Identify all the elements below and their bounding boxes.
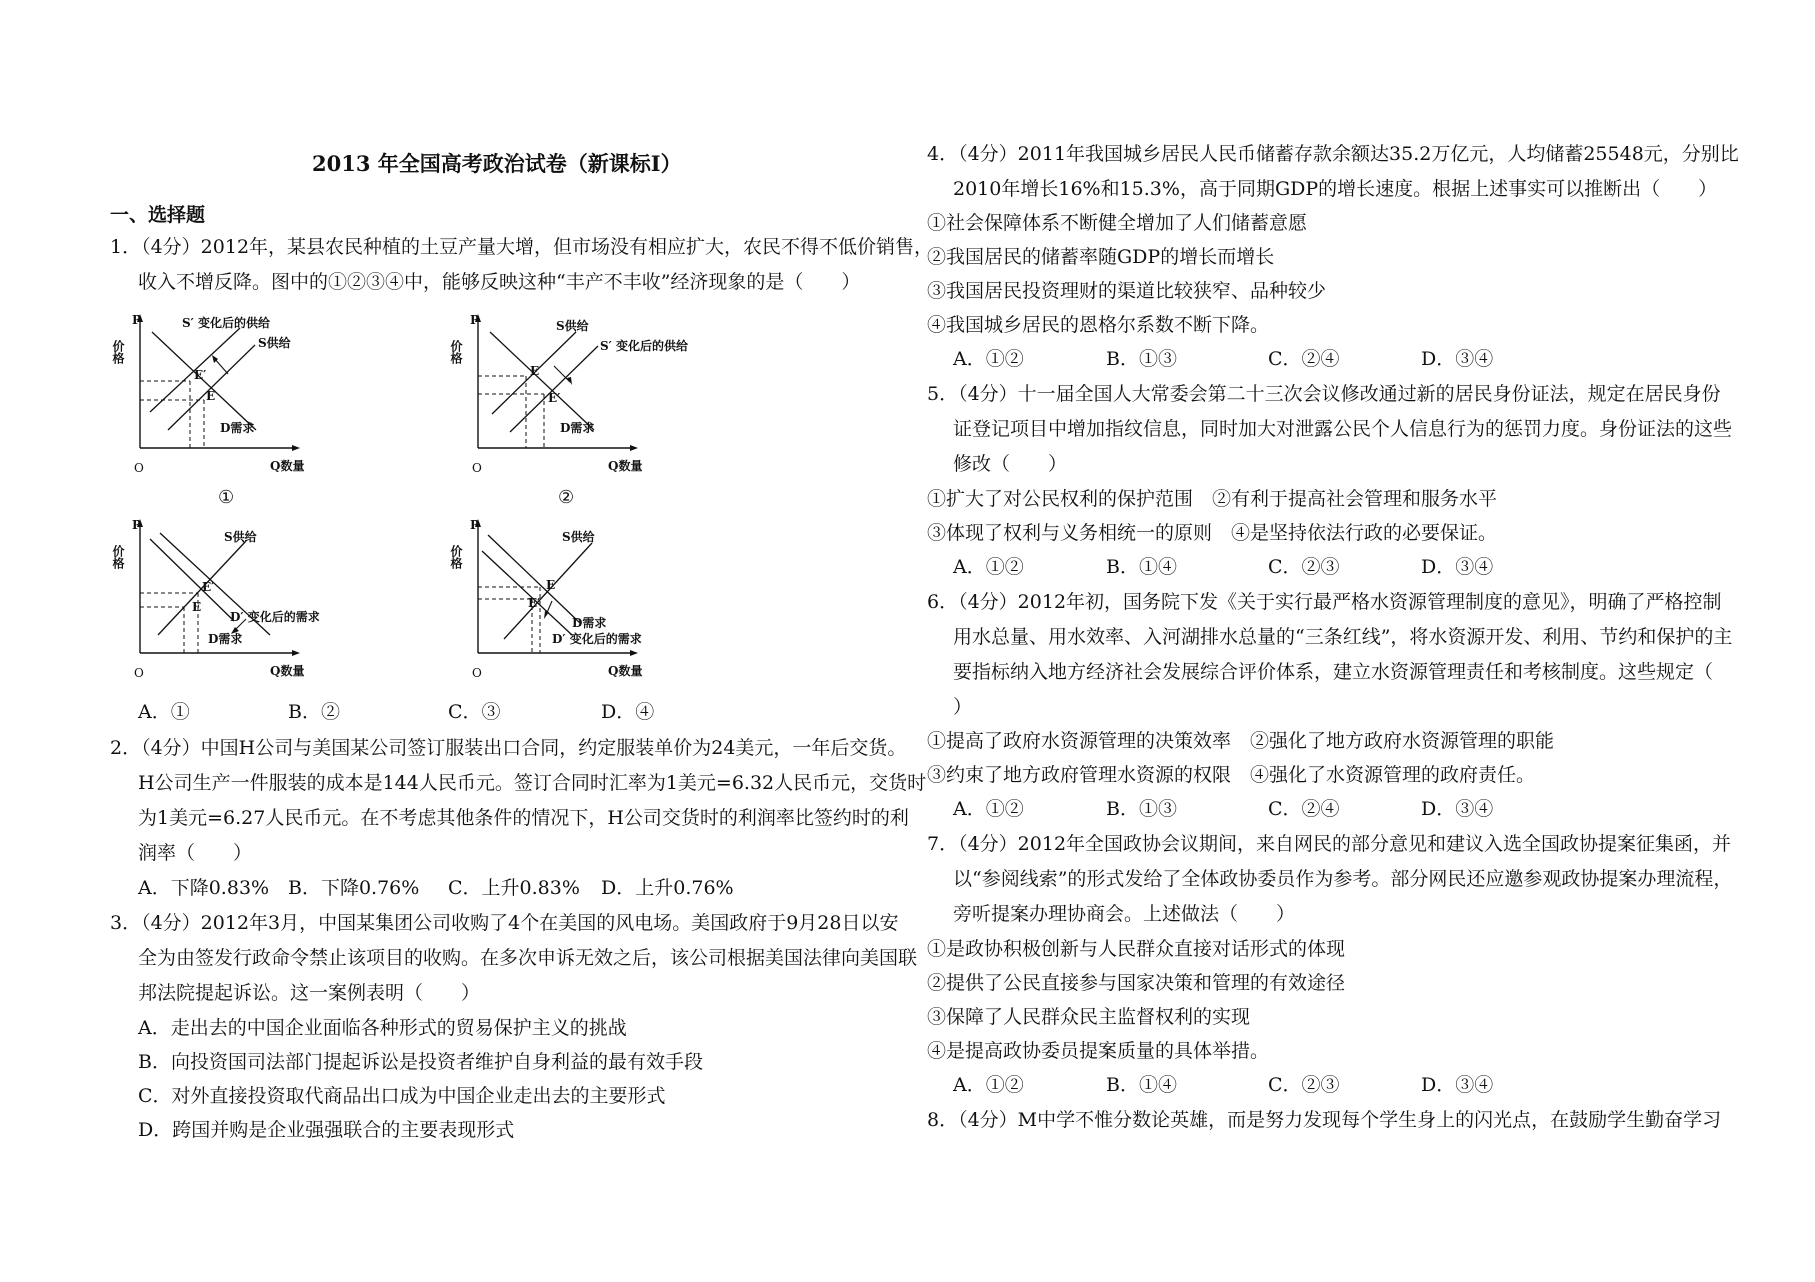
svg-text:P: P [470,518,480,532]
section-heading: 一、选择题 [110,204,206,226]
svg-text:S供给: S供给 [224,530,257,544]
q4-options: A．①② B．①③ C．②④ D．③④ [953,348,1494,370]
svg-text:①: ① [218,487,235,508]
q7-options: A．①② B．①④ C．②③ D．③④ [953,1074,1494,1096]
page-title: 2013 年全国高考政治试卷（新课标I） [312,151,682,176]
svg-text:E: E [206,389,216,403]
svg-text:E′: E′ [202,580,215,594]
svg-text:E′: E′ [194,368,207,382]
svg-text:价格: 价格 [111,340,125,364]
svg-text:E: E [546,578,556,592]
svg-text:Q数量: Q数量 [608,459,643,473]
graph-2 [448,310,768,510]
svg-text:D需求: D需求 [220,421,255,435]
svg-text:②: ② [558,487,575,508]
svg-text:D′ 变化后的需求: D′ 变化后的需求 [230,610,320,624]
svg-text:O: O [134,461,144,475]
svg-text:S供给: S供给 [556,319,589,333]
svg-text:E′: E′ [548,391,561,405]
svg-text:S′ 变化后的供给: S′ 变化后的供给 [600,339,689,353]
svg-text:价格: 价格 [449,545,463,569]
svg-text:O: O [472,461,482,475]
svg-text:Q数量: Q数量 [270,459,305,473]
graph-1 [110,310,430,510]
svg-text:O: O [134,666,144,680]
svg-text:价格: 价格 [111,545,125,569]
svg-text:P: P [470,313,480,327]
svg-text:S供给: S供给 [562,530,595,544]
svg-text:D′ 变化后的需求: D′ 变化后的需求 [552,632,642,646]
svg-text:D需求: D需求 [208,632,243,646]
svg-text:Q数量: Q数量 [270,664,305,678]
svg-text:S′ 变化后的供给: S′ 变化后的供给 [182,316,271,330]
svg-text:E′: E′ [528,596,541,610]
q6-options: A．①② B．①③ C．②④ D．③④ [953,798,1494,820]
graph-4 [448,515,768,690]
graph-3 [110,515,430,690]
svg-text:P: P [132,518,142,532]
svg-text:D需求: D需求 [560,421,595,435]
q5-options: A．①② B．①④ C．②③ D．③④ [953,556,1494,578]
svg-text:价格: 价格 [449,340,463,364]
q2-options: A．下降0.83% B．下降0.76% C．上升0.83% D．上升0.76% [138,877,734,899]
q1-options: A．① B．② C．③ D．④ [138,701,655,723]
svg-text:S供给: S供给 [258,336,291,350]
svg-text:O: O [472,666,482,680]
svg-text:E: E [530,364,540,378]
svg-text:P: P [132,313,142,327]
svg-text:E: E [192,600,202,614]
svg-text:Q数量: Q数量 [608,664,643,678]
svg-text:D需求: D需求 [572,616,607,630]
